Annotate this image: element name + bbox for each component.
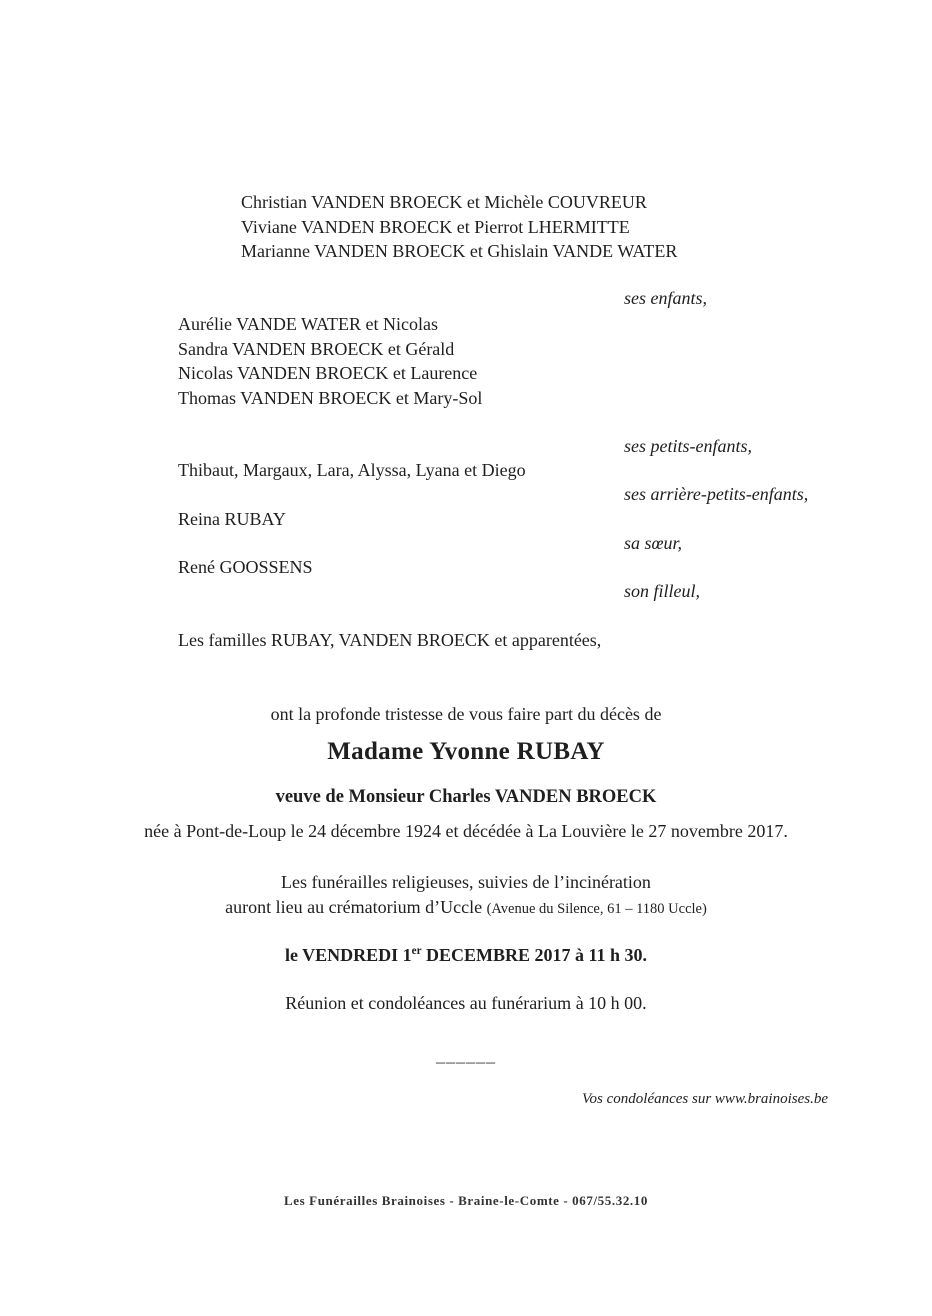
relation-label-godson: son filleul, xyxy=(624,581,700,601)
funeral-line-2-main: auront lieu au crématorium d’Uccle xyxy=(225,896,487,917)
ceremony-date-line xyxy=(0,943,932,968)
funeral-line-2 xyxy=(0,895,932,922)
ceremony-date-suffix: DECEMBRE 2017 à 11 h 30. xyxy=(421,945,648,965)
relation-label-grandchildren: ses petits-enfants, xyxy=(624,436,752,456)
children-names-block xyxy=(241,190,677,264)
great-grandchildren-line: Thibaut, Margaux, Lara, Alyssa, Lyana et Diego xyxy=(178,460,526,480)
separator-rule: ______ xyxy=(436,1045,496,1065)
child-line: Viviane VANDEN BROECK et Pierrot LHERMITTE xyxy=(241,216,630,237)
child-line: Marianne VANDEN BROECK et Ghislain VANDE WATER xyxy=(241,241,678,261)
birth-death-line: née à Pont-de-Loup le 24 décembre 1924 et décédée à La Louvière le 27 novembre 2017. xyxy=(144,821,788,841)
ceremony-date-prefix: le VENDREDI 1 xyxy=(284,945,412,965)
grandchild-line: Thomas VANDEN BROECK et Mary-Sol xyxy=(178,387,483,408)
relation-label-sister: sa sœur, xyxy=(624,533,683,553)
relation-label-children: ses enfants, xyxy=(624,288,707,308)
funeral-details-block xyxy=(0,870,932,921)
grandchildren-names-block xyxy=(178,312,482,410)
funeral-home-footer: Les Funérailles Brainoises - Braine-le-Comte - 067/55.32.10 xyxy=(284,1193,648,1208)
families-line: Les familles RUBAY, VANDEN BROECK et apparentées, xyxy=(178,630,602,650)
gathering-line: Réunion et condoléances au funérarium à 10 h 00. xyxy=(285,993,647,1013)
widow-line: veuve de Monsieur Charles VANDEN BROECK xyxy=(275,787,657,807)
grandchild-line: Nicolas VANDEN BROECK et Laurence xyxy=(178,363,478,383)
child-line: Christian VANDEN BROECK et Michèle COUVREUR xyxy=(241,192,647,212)
funeral-address-detail: (Avenue du Silence, 61 – 1180 Uccle) xyxy=(486,900,707,917)
condolences-website-line: Vos condoléances sur www.brainoises.be xyxy=(582,1091,828,1107)
grandchild-line: Sandra VANDEN BROECK et Gérald xyxy=(178,338,455,359)
grandchild-line: Aurélie VANDE WATER et Nicolas xyxy=(178,314,438,334)
relation-label-great-grandchildren: ses arrière-petits-enfants, xyxy=(624,484,809,504)
ceremony-date-ordinal: er xyxy=(411,945,422,957)
announcement-line: ont la profonde tristesse de vous faire part du décès de xyxy=(270,704,662,724)
sister-line: Reina RUBAY xyxy=(178,509,286,529)
deceased-name: Madame Yvonne RUBAY xyxy=(327,738,605,765)
funeral-line-1: Les funérailles religieuses, suivies de l’incinération xyxy=(281,872,651,892)
godson-line: René GOOSSENS xyxy=(178,557,313,577)
